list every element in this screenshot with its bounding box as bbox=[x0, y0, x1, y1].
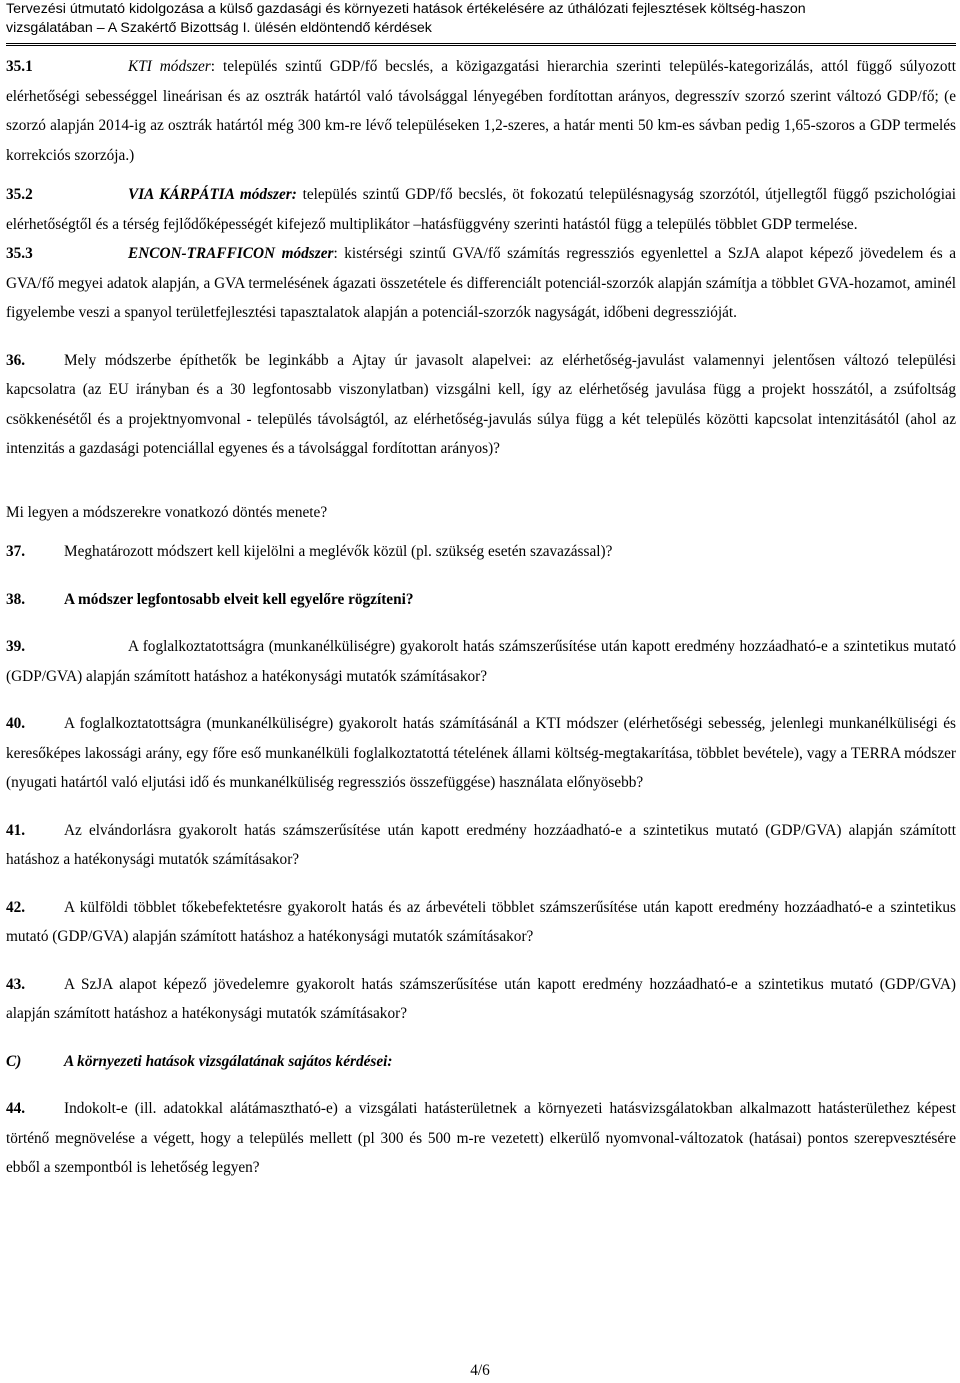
paragraph-text: A külföldi többlet tőkebefektetésre gyakorolt hatás és az árbevételi többlet számszerűsítése után kapott eredmény hozzáadható-e a szintetikus mutató (GDP/GVA) alapján számított hatáshoz a hatékonysági mutatók számításakor? bbox=[6, 898, 956, 945]
method-term: ENCON-TRAFFICON módszer bbox=[128, 245, 334, 262]
paragraph-42 bbox=[6, 893, 956, 952]
paragraph-number: 44. bbox=[6, 1100, 26, 1117]
section-title: A környezeti hatások vizsgálatának sajátos kérdései: bbox=[64, 1052, 393, 1070]
paragraph-number: 38. bbox=[6, 590, 26, 608]
paragraph-text: Meghatározott módszert kell kijelölni a meglévők közül (pl. szükség esetén szavazással)? bbox=[64, 543, 613, 560]
paragraph-text: A foglalkoztatottságra (munkanélküliségre) gyakorolt hatás számszerűsítése után kapott eredmény hozzáadható-e a szintetikus mutató (GDP/GVA) alapján számított hatáshoz a hatékonysági mutatók számításakor? bbox=[6, 638, 956, 685]
document-header bbox=[6, 0, 956, 46]
document-body bbox=[6, 52, 956, 1183]
paragraph-text: : település szintű GDP/fő becslés, a közigazgatási hierarchia szerinti település-kategorizálás, attól függő súlyozott elérhetőségi sebességgel lineárisan és az osztrák határtól való távolsággal lényegében fordítottan arányos, degresszív szorzó szerint változó GDP/fő; (e szorzó alapján 2014-ig az osztrák határtól még 300 km-re lévő településeken 1,2-szeres, a határ menti 50 km-es sávban pedig 1,65-szoros a GDP termelés korrekciós szorzója.) bbox=[6, 58, 956, 164]
paragraph-35-3 bbox=[6, 239, 956, 328]
paragraph-number: 37. bbox=[6, 543, 26, 560]
paragraph-number: 35.3 bbox=[6, 245, 33, 262]
paragraph-35-2 bbox=[6, 180, 956, 239]
section-number: C) bbox=[6, 1052, 22, 1070]
paragraph-number: 36. bbox=[6, 351, 26, 369]
paragraph-39 bbox=[6, 632, 956, 691]
paragraph-41 bbox=[6, 816, 956, 875]
header-line-2: vizsgálatában – A Szakértő Bizottság I. ülésén eldöntendő kérdések bbox=[6, 20, 432, 36]
method-term: VIA KÁRPÁTIA módszer: bbox=[128, 186, 297, 203]
paragraph-text: A módszer legfontosabb elveit kell egyelőre rögzíteni? bbox=[64, 590, 414, 608]
paragraph-number: 39. bbox=[6, 638, 26, 655]
paragraph-35-1 bbox=[6, 52, 956, 170]
paragraph-text: Indokolt-e (ill. adatokkal alátámasztható-e) a vizsgálati hatásterületnek a környezeti hatásvizsgálatokban alkalmazott hatásterülethez képest történő megnövelése a végett, hogy a település mellett (pl 300 és 500 m-re vezetett) elkerülő nyomvonal-változatok (hatásai) pontos szerepvesztésére ebből a szempontból is lehetőség legyen? bbox=[6, 1100, 956, 1176]
paragraph-37 bbox=[6, 537, 956, 567]
paragraph-36 bbox=[6, 346, 956, 464]
paragraph-text: A SzJA alapot képező jövedelemre gyakorolt hatás számszerűsítése után kapott eredmény hozzáadható-e a szintetikus mutató (GDP/GVA) alapján számított hatáshoz a hatékonysági mutatók számításakor? bbox=[6, 975, 956, 1022]
paragraph-number: 35.1 bbox=[6, 58, 33, 75]
method-term: KTI módszer bbox=[128, 58, 211, 75]
paragraph-number: 35.2 bbox=[6, 186, 33, 203]
paragraph-44 bbox=[6, 1094, 956, 1183]
question-heading: Mi legyen a módszerekre vonatkozó döntés menete? bbox=[6, 503, 328, 521]
page-number: 4/6 bbox=[470, 1362, 490, 1379]
paragraph-text: : kistérségi szintű GVA/fő számítás regressziós egyenlettel a SzJA alapot képező jövedelem és a GVA/fő megyei adatok alapján, a GVA termelésének ágazati összetétele és differenciált potenciál-szorzók alapján számítja a többlet GVA-hozamot, aminél figyelembe veszi a spanyol területfejlesztési tapasztalatok alapján a potenciál-szorzók nagyságát, időbeni degresszióját. bbox=[6, 245, 956, 321]
paragraph-text: település szintű GDP/fő becslés, öt fokozatú településnagyság szorzótól, útjellegtől függő pszichológiai elérhetőségtől és a térség fejlődőképességét kifejező multiplikátor –hatásfüggvény szerinti hatástól függ a település többlet GDP termelése. bbox=[6, 186, 956, 233]
paragraph-43 bbox=[6, 970, 956, 1029]
header-line-1: Tervezési útmutató kidolgozása a külső gazdasági és környezeti hatások értékelésére az úthálózati fejlesztések költség-haszon bbox=[6, 1, 806, 17]
paragraph-text: Mely módszerbe építhetők be leginkább a Ajtay úr javasolt alapelvei: az elérhetőség-javulást valamennyi jelentősen változó települési kapcsolatra (az EU irányban és a 30 legfontosabb viszonylatban) vizsgálni kell, így az elérhetőség javulása függ a projekt hosszától, a zsúfoltság csökkenésétől és a projektnyomvonal - település távolságtól, az elérhetőség-javulás súlya függ a két település közötti kapcsolat intenzitásától (ahol az intenzitás a gazdasági potenciállal egyenes és a távolsággal fordítottan arányos)? bbox=[6, 351, 956, 457]
paragraph-text: Az elvándorlásra gyakorolt hatás számszerűsítése után kapott eredmény hozzáadható-e a szintetikus mutató (GDP/GVA) alapján számított hatáshoz a hatékonysági mutatók számításakor? bbox=[6, 821, 956, 868]
paragraph-number: 41. bbox=[6, 821, 26, 839]
paragraph-number: 40. bbox=[6, 715, 26, 732]
paragraph-40 bbox=[6, 709, 956, 798]
paragraph-text: A foglalkoztatottságra (munkanélküliségre) gyakorolt hatás számításánál a KTI módszer (elérhetőségi sebesség, jelenlegi munkanélküliségi és keresőképes lakossági arány, egy főre eső munkanélküli foglalkoztatottá tételének állami költség-megtakarítása, többlet bevétele), vagy a TERRA módszer (nyugati határtól való eljutási idő és munkanélküliség regressziós összefüggése) használata előnyösebb? bbox=[6, 715, 956, 791]
paragraph-38 bbox=[6, 585, 956, 615]
paragraph-number: 42. bbox=[6, 898, 26, 916]
paragraph-number: 43. bbox=[6, 975, 26, 993]
section-c-heading bbox=[6, 1047, 956, 1077]
